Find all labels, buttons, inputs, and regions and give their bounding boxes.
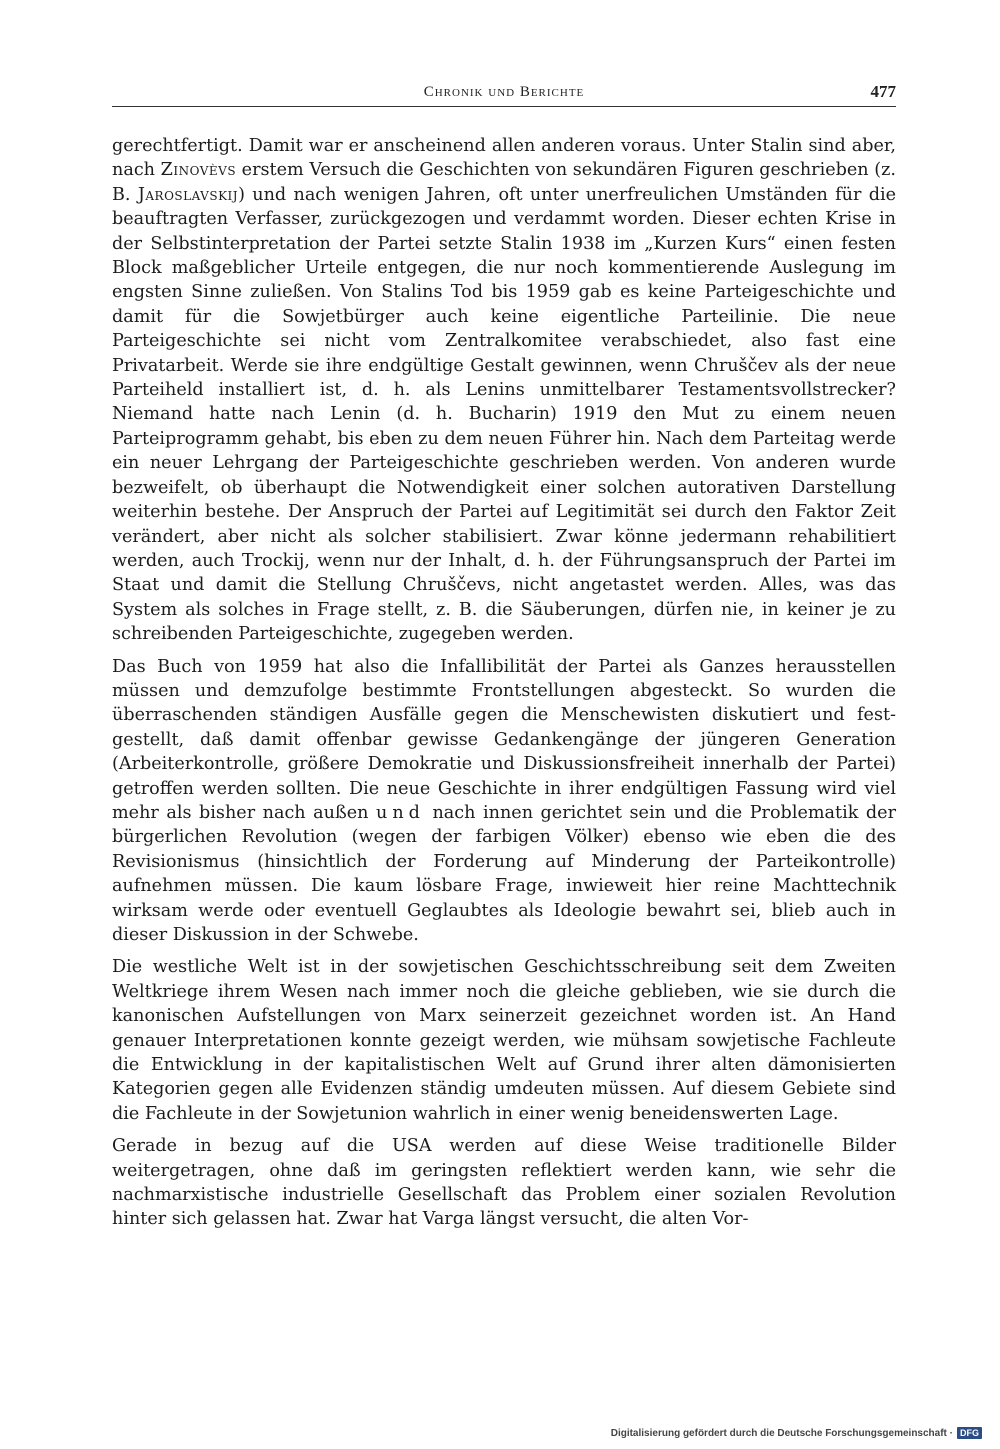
paragraph-1-text-a: gerechtfertigt. Damit war er anscheinend allen anderen voraus. Unter Stalin sind aber, nach <box>112 136 896 181</box>
footer <box>611 1425 982 1441</box>
paragraph-1 <box>112 134 896 647</box>
emphasis-und: und <box>376 802 425 823</box>
paragraph-1-text-b: erstem Versuch die Geschichten von sekundären Figuren geschrieben (z. B. <box>112 160 896 205</box>
paragraph-2 <box>112 655 896 948</box>
page-number: 477 <box>870 82 896 101</box>
funding-note: Digitalisierung gefördert durch die Deutsche Forschungsgemeinschaft · <box>610 1427 953 1439</box>
body-text <box>112 134 896 1240</box>
paragraph-3: Die westliche Welt ist in der sowjetischen Geschichtsschreibung seit dem Zweiten Weltkriege ihrem Wesen nach immer noch die gleiche geblieben, wie sie durch die kanonischen Aufstellungen von Marx seinerzeit gezeichnet worden ist. An Hand genauer Interpretationen konnte gezeigt werden, wie mühsam sowjetische Fachleute die Entwicklung in der kapitalistischen Welt auf Grund ihrer alten dämonisierten Kategorien gegen alle Evidenzen ständig umdeuten müssen. Auf diesem Gebiete sind die Fachleute in der Sowjetunion wahrlich in einer wenig beneidenswerten Lage. <box>112 957 896 1124</box>
running-head: Chronik und Berichte <box>423 84 585 100</box>
dfg-logo: DFG <box>957 1427 982 1439</box>
author-name-zinovev: Zinovèvs <box>160 160 237 181</box>
paragraph-4: Gerade in bezug auf die USA werden auf diese Weise traditionelle Bilder weitergetragen, ohne daß im geringsten reflektiert werden kann, wie sehr die nachmarxistische industrielle Gesellschaft das Problem einer sozialen Revolution hinter sich gelassen hat. Zwar hat Varga längst versucht, die alten Vor- <box>112 1136 896 1230</box>
paragraph-2-text-b: nach innen gerichtet sein und die Problematik der bürgerlichen Revolution (wegen der farbigen Völker) ebenso wie eben die des Revisionismus (hinsichtlich der Forderung auf Minderung der Parteikontrolle) aufnehmen müssen. Die kaum lösbare Frage, inwieweit hier reine Machttechnik wirksam werde oder eventuell Geglaubtes als Ideologie bewahrt sei, blieb auch in dieser Diskussion in der Schwebe. <box>112 802 896 945</box>
paragraph-2-text-a: Das Buch von 1959 hat also die Infallibilität der Partei als Ganzes herausstellen müssen und demzufolge bestimmte Frontstellungen abgesteckt. So wurden die überraschenden ständigen Ausfälle gegen die Menschewisten diskutiert und festgestellt, daß damit offenbar gewisse Gedankengänge der jüngeren Generation (Arbeiterkontrolle, größere Demokratie und Diskussionsfreiheit innerhalb der Partei) getroffen werden sollten. Die neue Geschichte in ihrer endgültigen Fassung wird viel mehr als bisher nach außen <box>112 656 896 823</box>
paragraph-1-text-c: ) und nach wenigen Jahren, oft unter unerfreulichen Umständen für die beauftragten Verfasser, zurückgezogen und verdammt worden. Dieser echten Krise in der Selbstinterpretation der Partei setzte Stalin 1938 im „Kurzen Kurs“ einen festen Block maßgeblicher Urteile entgegen, die nur noch kommentierende Auslegung im engsten Sinne zuließen. Von Stalins Tod bis 1959 gab es keine Parteigeschichte und damit für die Sowjetbürger auch keine eigentliche Parteilinie. Die neue Parteigeschichte sei nicht vom Zentralkomitee verabschiedet, also fast eine Privatarbeit. Werde sie ihre endgültige Gestalt gewinnen, wenn Chruščev als der neue Parteiheld installiert ist, d. h. als Lenins unmittelbarer Testamentsvollstrecker? Niemand hatte nach Lenin (d. h. Bucharin) 1919 den Mut zu einem neuen Parteiprogramm gehabt, bis eben zu dem neuen Führer hin. Nach dem Parteitag werde ein neuer Lehrgang der Parteigeschichte geschrieben werden. Von anderen wurde bezweifelt, ob überhaupt die Notwendigkeit einer solchen autorativen Darstellung weiterhin bestehe. Der Anspruch der Partei auf Legitimität sei durch den Faktor Zeit verändert, aber nicht als solcher stabilisiert. Zwar könne jedermann rehabilitiert werden, auch Trockij, wenn nur der Inhalt, d. h. der Führungsanspruch der Partei im Staat und damit die Stellung Chruščevs, nicht angetastet werden. Alles, was das System als solches in Frage stellt, z. B. die Säuberungen, dürfen nie, in keiner je zu schreibenden Parteigeschichte, zugegeben werden. <box>112 184 896 645</box>
author-name-jaroslavskij: Jaroslavskij <box>137 184 239 205</box>
page-header <box>112 82 896 107</box>
